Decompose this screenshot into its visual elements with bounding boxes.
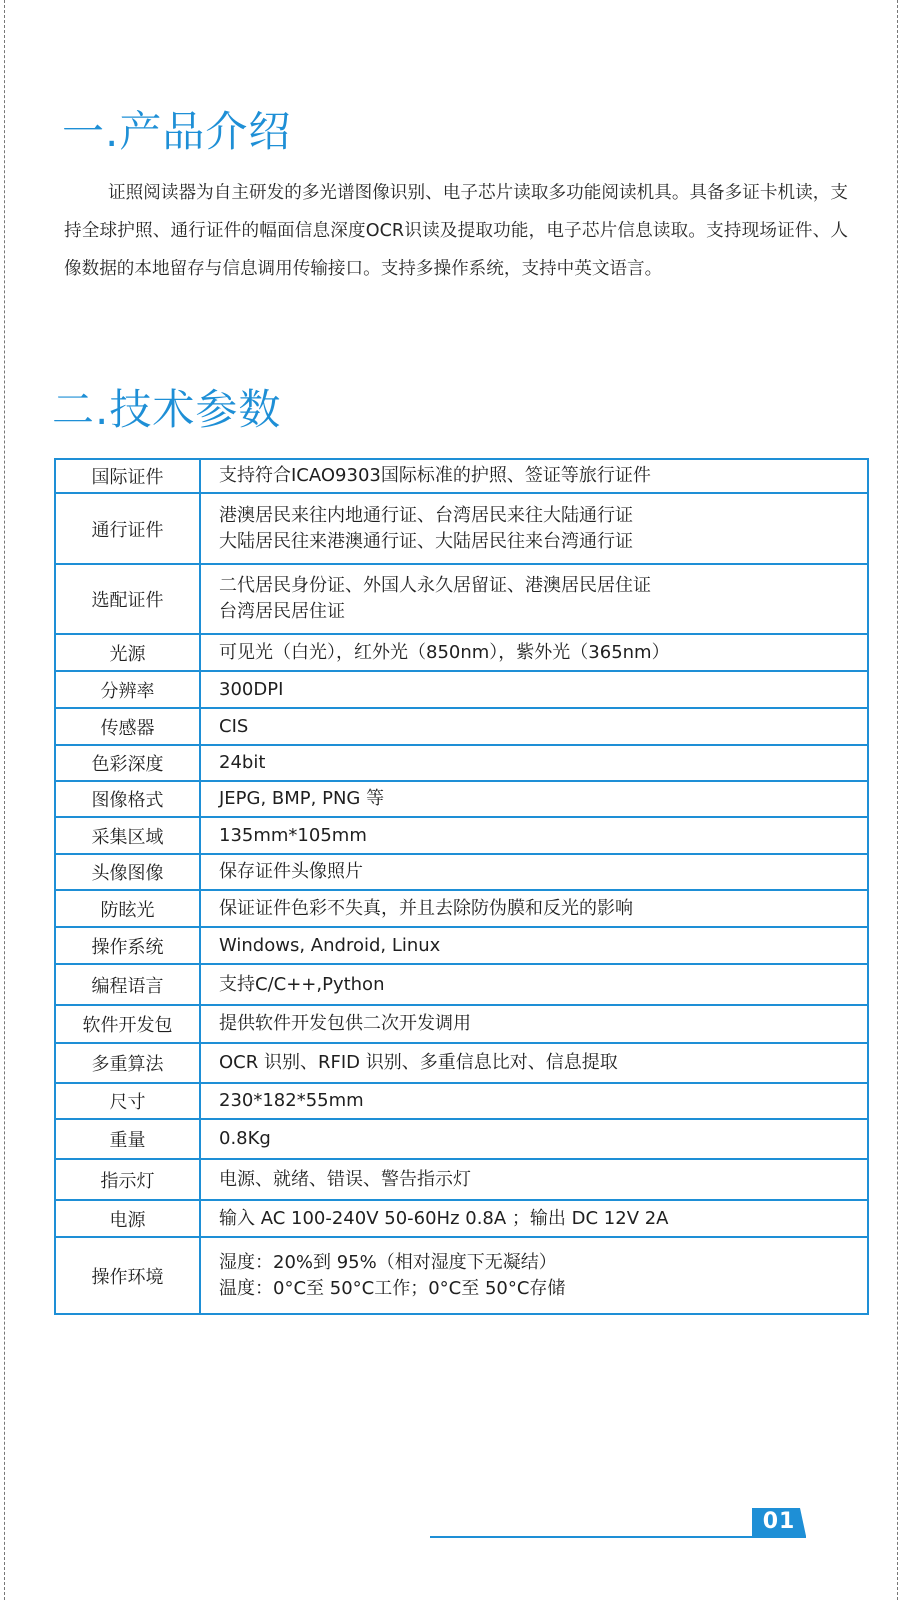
product-intro-paragraph: 证照阅读器为自主研发的多光谱图像识别、电子芯片读取多功能阅读机具。具备多证卡机读，支持全球护照、通行证件的幅面信息深度OCR识读及提取功能，电子芯片信息读取。支持现场证件、人像数据的本地留存与信息调用传输接口。支持多操作系统，支持中英文语言。: [64, 183, 848, 279]
spec-row: [55, 1200, 868, 1237]
spec-row: [55, 1119, 868, 1159]
spec-value-line: Windows, Android, Linux: [219, 934, 441, 956]
spec-value: [200, 854, 868, 890]
spec-row: [55, 671, 868, 708]
spec-label: 传感器: [55, 708, 200, 745]
spec-value-line: 港澳居民来往内地通行证、台湾居民来往大陆通行证: [219, 504, 633, 526]
spec-label: 电源: [55, 1200, 200, 1237]
spec-value: [200, 781, 868, 817]
spec-value: [200, 964, 868, 1005]
spec-value-line: 台湾居民居住证: [219, 601, 345, 622]
spec-row: [55, 493, 868, 564]
spec-value: [200, 890, 868, 927]
spec-label: 国际证件: [55, 459, 200, 493]
spec-value-line: 湿度：20%到 95%（相对湿度下无凝结）: [219, 1251, 557, 1273]
spec-value: [200, 1200, 868, 1237]
spec-value: [200, 564, 868, 634]
spec-value-line: 230*182*55mm: [219, 1090, 364, 1111]
spec-value-line: 保证证件色彩不失真，并且去除防伪膜和反光的影响: [219, 897, 633, 919]
spec-value: [200, 671, 868, 708]
spec-row: [55, 927, 868, 964]
spec-value-line: 输入 AC 100-240V 50-60Hz 0.8A ；输出 DC 12V 2A: [219, 1207, 669, 1229]
page-number-badge: [752, 1508, 806, 1536]
spec-label: 光源: [55, 634, 200, 671]
spec-value: [200, 493, 868, 564]
spec-value: [200, 1005, 868, 1043]
spec-value-line: 0.8Kg: [219, 1128, 271, 1149]
spec-value: [200, 745, 868, 781]
spec-label: 多重算法: [55, 1043, 200, 1083]
spec-row: [55, 1005, 868, 1043]
spec-value-line: 温度：0°C至 50°C工作；0°C至 50°C存储: [219, 1277, 566, 1299]
spec-row: [55, 781, 868, 817]
spec-value: [200, 1083, 868, 1119]
spec-row: [55, 890, 868, 927]
spec-value-line: 二代居民身份证、外国人永久居留证、港澳居民居住证: [219, 575, 651, 596]
spec-label: 采集区域: [55, 817, 200, 854]
section-title-tech-specs: 二.技术参数: [52, 385, 282, 434]
spec-value-line: JEPG, BMP, PNG 等: [219, 788, 385, 809]
spec-value: [200, 1043, 868, 1083]
spec-label: 图像格式: [55, 781, 200, 817]
spec-label: 防眩光: [55, 890, 200, 927]
spec-value-line: 保存证件头像照片: [219, 861, 363, 882]
spec-value-line: 24bit: [219, 752, 266, 773]
spec-label: 通行证件: [55, 493, 200, 564]
spec-row: [55, 854, 868, 890]
spec-row: [55, 708, 868, 745]
page-number: 01: [762, 1509, 796, 1534]
spec-value: [200, 1119, 868, 1159]
spec-label: 选配证件: [55, 564, 200, 634]
spec-value: [200, 817, 868, 854]
footer-rule: [430, 1536, 806, 1538]
spec-label: 软件开发包: [55, 1005, 200, 1043]
spec-value: [200, 708, 868, 745]
spec-table: [54, 458, 869, 1315]
spec-value-line: 可见光（白光），红外光（850nm），紫外光（365nm）: [219, 641, 670, 663]
spec-value-line: 电源、就绪、错误、警告指示灯: [219, 1168, 471, 1190]
spec-row: [55, 1159, 868, 1200]
spec-label: 尺寸: [55, 1083, 200, 1119]
spec-row: [55, 745, 868, 781]
spec-label: 操作系统: [55, 927, 200, 964]
spec-value-line: OCR 识别、RFID 识别、多重信息比对、信息提取: [219, 1052, 618, 1073]
spec-label: 分辨率: [55, 671, 200, 708]
spec-value-line: 支持符合ICAO9303国际标准的护照、签证等旅行证件: [219, 465, 651, 486]
spec-row: [55, 817, 868, 854]
spec-value-line: 大陆居民往来港澳通行证、大陆居民往来台湾通行证: [219, 530, 633, 552]
spec-value: [200, 1237, 868, 1314]
spec-label: 头像图像: [55, 854, 200, 890]
spec-row: [55, 1237, 868, 1314]
spec-value: [200, 927, 868, 964]
spec-label: 重量: [55, 1119, 200, 1159]
spec-value: [200, 459, 868, 493]
spec-row: [55, 634, 868, 671]
spec-row: [55, 459, 868, 493]
spec-label: 编程语言: [55, 964, 200, 1005]
spec-value: [200, 1159, 868, 1200]
spec-value-line: CIS: [219, 715, 249, 737]
spec-row: [55, 1043, 868, 1083]
spec-label: 色彩深度: [55, 745, 200, 781]
spec-label: 指示灯: [55, 1159, 200, 1200]
spec-value-line: 提供软件开发包供二次开发调用: [219, 1013, 471, 1034]
spec-value-line: 135mm*105mm: [219, 824, 367, 846]
spec-value-line: 支持C/C++,Python: [219, 973, 385, 995]
page-border-left: [4, 0, 5, 1600]
spec-row: [55, 564, 868, 634]
section-title-product-intro: 一.产品介绍: [62, 107, 292, 156]
page-border-right: [897, 0, 898, 1600]
spec-value-line: 300DPI: [219, 678, 284, 700]
spec-value: [200, 634, 868, 671]
spec-row: [55, 964, 868, 1005]
spec-row: [55, 1083, 868, 1119]
spec-label: 操作环境: [55, 1237, 200, 1314]
